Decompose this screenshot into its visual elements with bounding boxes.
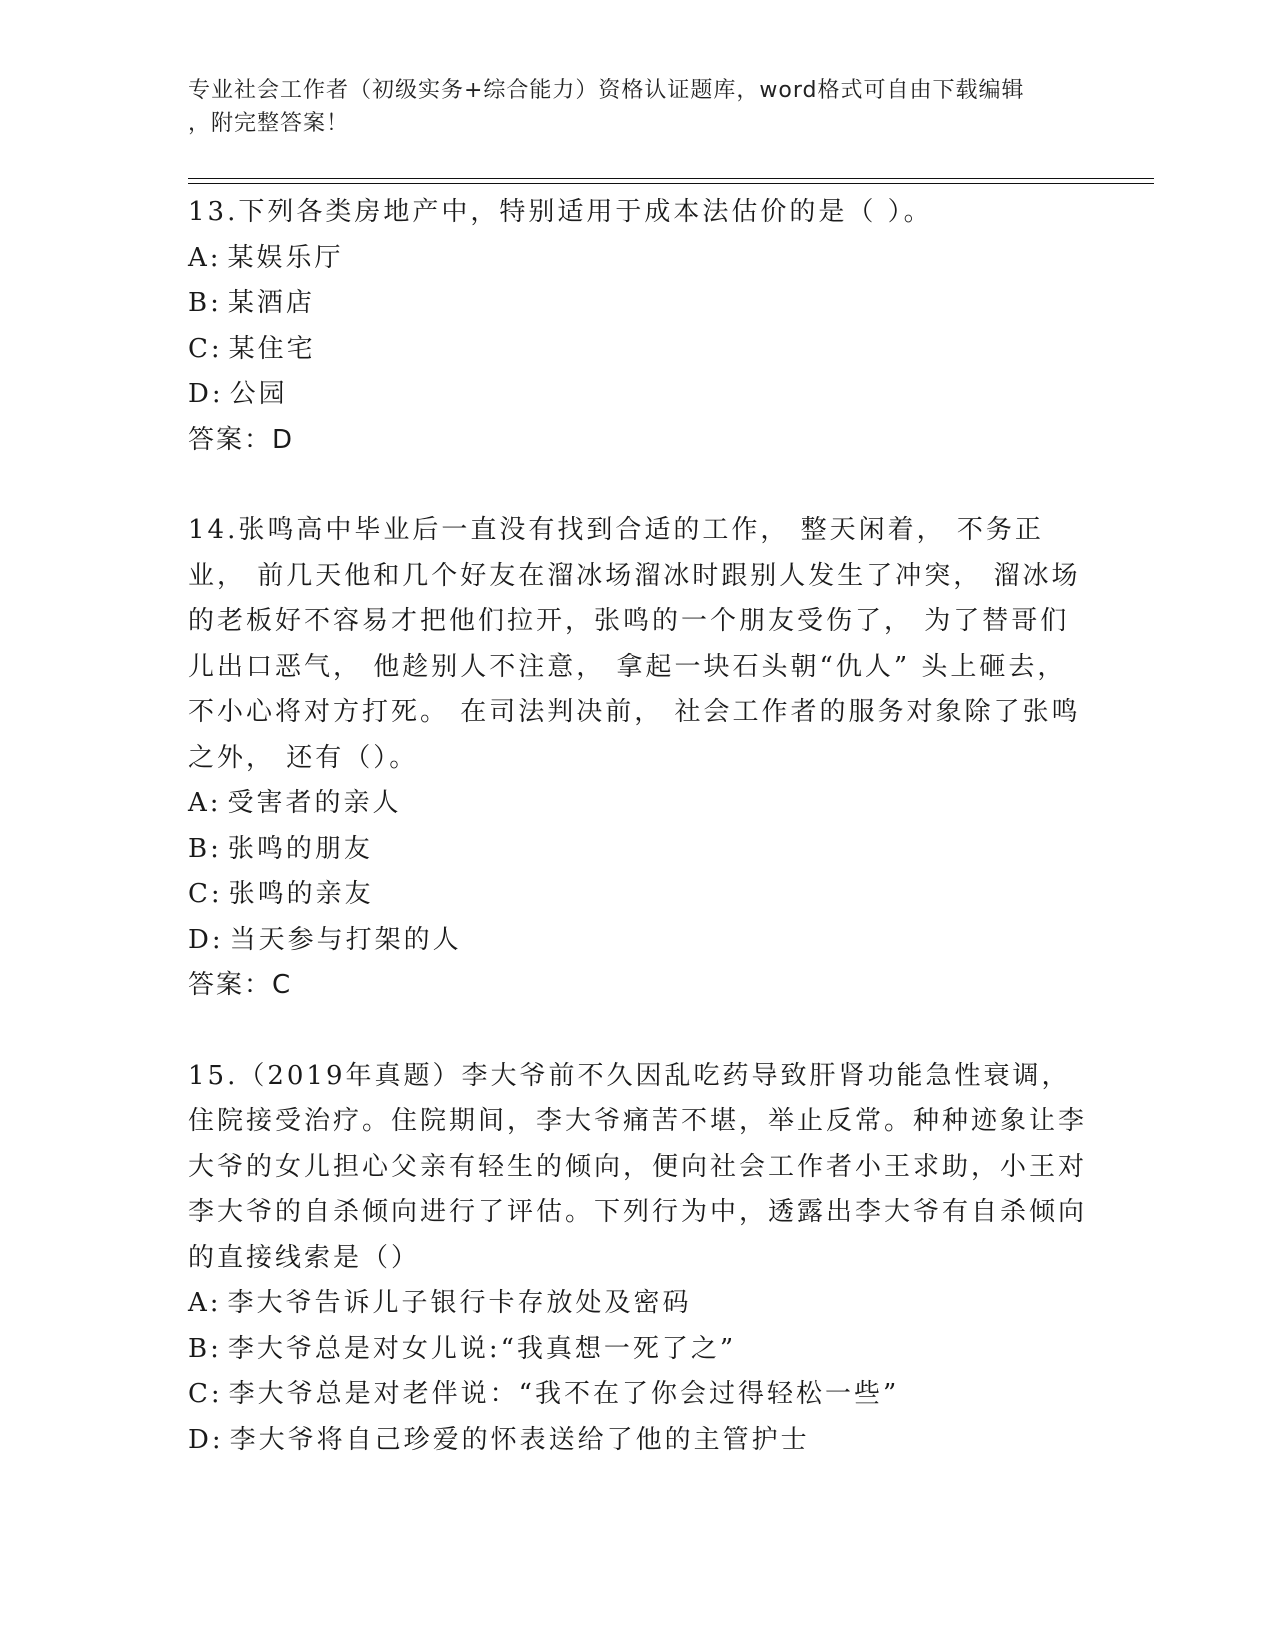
answer-label: 答案：D bbox=[188, 424, 295, 455]
question-15 bbox=[188, 1054, 1088, 1464]
option-letter: D: bbox=[188, 1424, 224, 1455]
question-text: 13.下列各类房地产中，特别适用于成本法估价的是（ ）。 bbox=[188, 197, 933, 227]
option-text: 李大爷总是对老伴说：“我不在了你会过得轻松一些” bbox=[228, 1379, 900, 1409]
option-d bbox=[188, 918, 1088, 964]
option-text: 某娱乐厅 bbox=[227, 242, 344, 273]
option-letter: C: bbox=[188, 333, 223, 364]
option-c bbox=[188, 872, 1088, 918]
question-14 bbox=[188, 508, 1088, 1009]
option-b bbox=[188, 1327, 1088, 1373]
option-b bbox=[188, 281, 1088, 327]
option-letter: C: bbox=[188, 879, 223, 909]
option-text: 当天参与打架的人 bbox=[229, 924, 462, 955]
option-b bbox=[188, 827, 1088, 873]
option-letter: A: bbox=[188, 242, 222, 273]
header-divider-top bbox=[188, 178, 1154, 179]
option-text: 张鸣的亲友 bbox=[228, 879, 374, 909]
document-header bbox=[188, 74, 1088, 140]
option-text: 李大爷总是对女儿说:“我真想一死了之” bbox=[227, 1333, 737, 1364]
option-text: 李大爷告诉儿子银行卡存放处及密码 bbox=[227, 1288, 692, 1318]
header-divider-bottom bbox=[188, 183, 1154, 184]
option-text: 某酒店 bbox=[227, 288, 315, 318]
option-text: 受害者的亲人 bbox=[227, 788, 402, 818]
option-letter: A: bbox=[188, 1288, 222, 1318]
option-letter: D: bbox=[188, 379, 224, 409]
question-13 bbox=[188, 190, 1088, 463]
header-line-1: 专业社会工作者（初级实务+综合能力）资格认证题库，word格式可自由下载编辑 bbox=[188, 78, 1025, 103]
option-letter: A: bbox=[188, 788, 222, 818]
option-letter: C: bbox=[188, 1379, 223, 1409]
option-text: 张鸣的朋友 bbox=[227, 833, 373, 864]
option-c bbox=[188, 1372, 1088, 1418]
option-a bbox=[188, 1281, 1088, 1327]
answer-label: 答案：C bbox=[188, 970, 293, 1000]
option-d bbox=[188, 1418, 1088, 1464]
question-list bbox=[188, 190, 1088, 1463]
option-letter: B: bbox=[188, 833, 222, 864]
option-text: 公园 bbox=[229, 379, 288, 409]
option-text: 某住宅 bbox=[228, 333, 316, 364]
option-a bbox=[188, 781, 1088, 827]
question-text: 15.（2019年真题）李大爷前不久因乱吃药导致肝肾功能急性衰调，住院接受治疗。住院期间，李大爷痛苦不堪，举止反常。种种迹象让李大爷的女儿担心父亲有轻生的倾向，便向社会工作者小王求助，小王对李大爷的自杀倾向进行了评估。下列行为中，透露出李大爷有自杀倾向的直接线索是（） bbox=[188, 1060, 1088, 1273]
option-d bbox=[188, 372, 1088, 418]
option-text: 李大爷将自己珍爱的怀表送给了他的主管护士 bbox=[229, 1424, 810, 1455]
option-letter: D: bbox=[188, 924, 224, 955]
option-letter: B: bbox=[188, 1333, 222, 1364]
option-c bbox=[188, 327, 1088, 373]
header-line-2: ，附完整答案！ bbox=[188, 111, 350, 136]
option-letter: B: bbox=[188, 288, 222, 318]
option-a bbox=[188, 236, 1088, 282]
question-text: 14.张鸣高中毕业后一直没有找到合适的工作， 整天闲着， 不务正业， 前几天他和几个好友在溜冰场溜冰时跟别人发生了冲突， 溜冰场的老板好不容易才把他们拉开，张鸣的一个朋友受伤了， 为了替哥们儿出口恶气， 他趁别人不注意， 拿起一块石头朝“仇人” 头上砸去， 不小心将对方打死。 在司法判决前， 社会工作者的服务对象除了张鸣之外， 还有（）。 bbox=[188, 515, 1081, 773]
